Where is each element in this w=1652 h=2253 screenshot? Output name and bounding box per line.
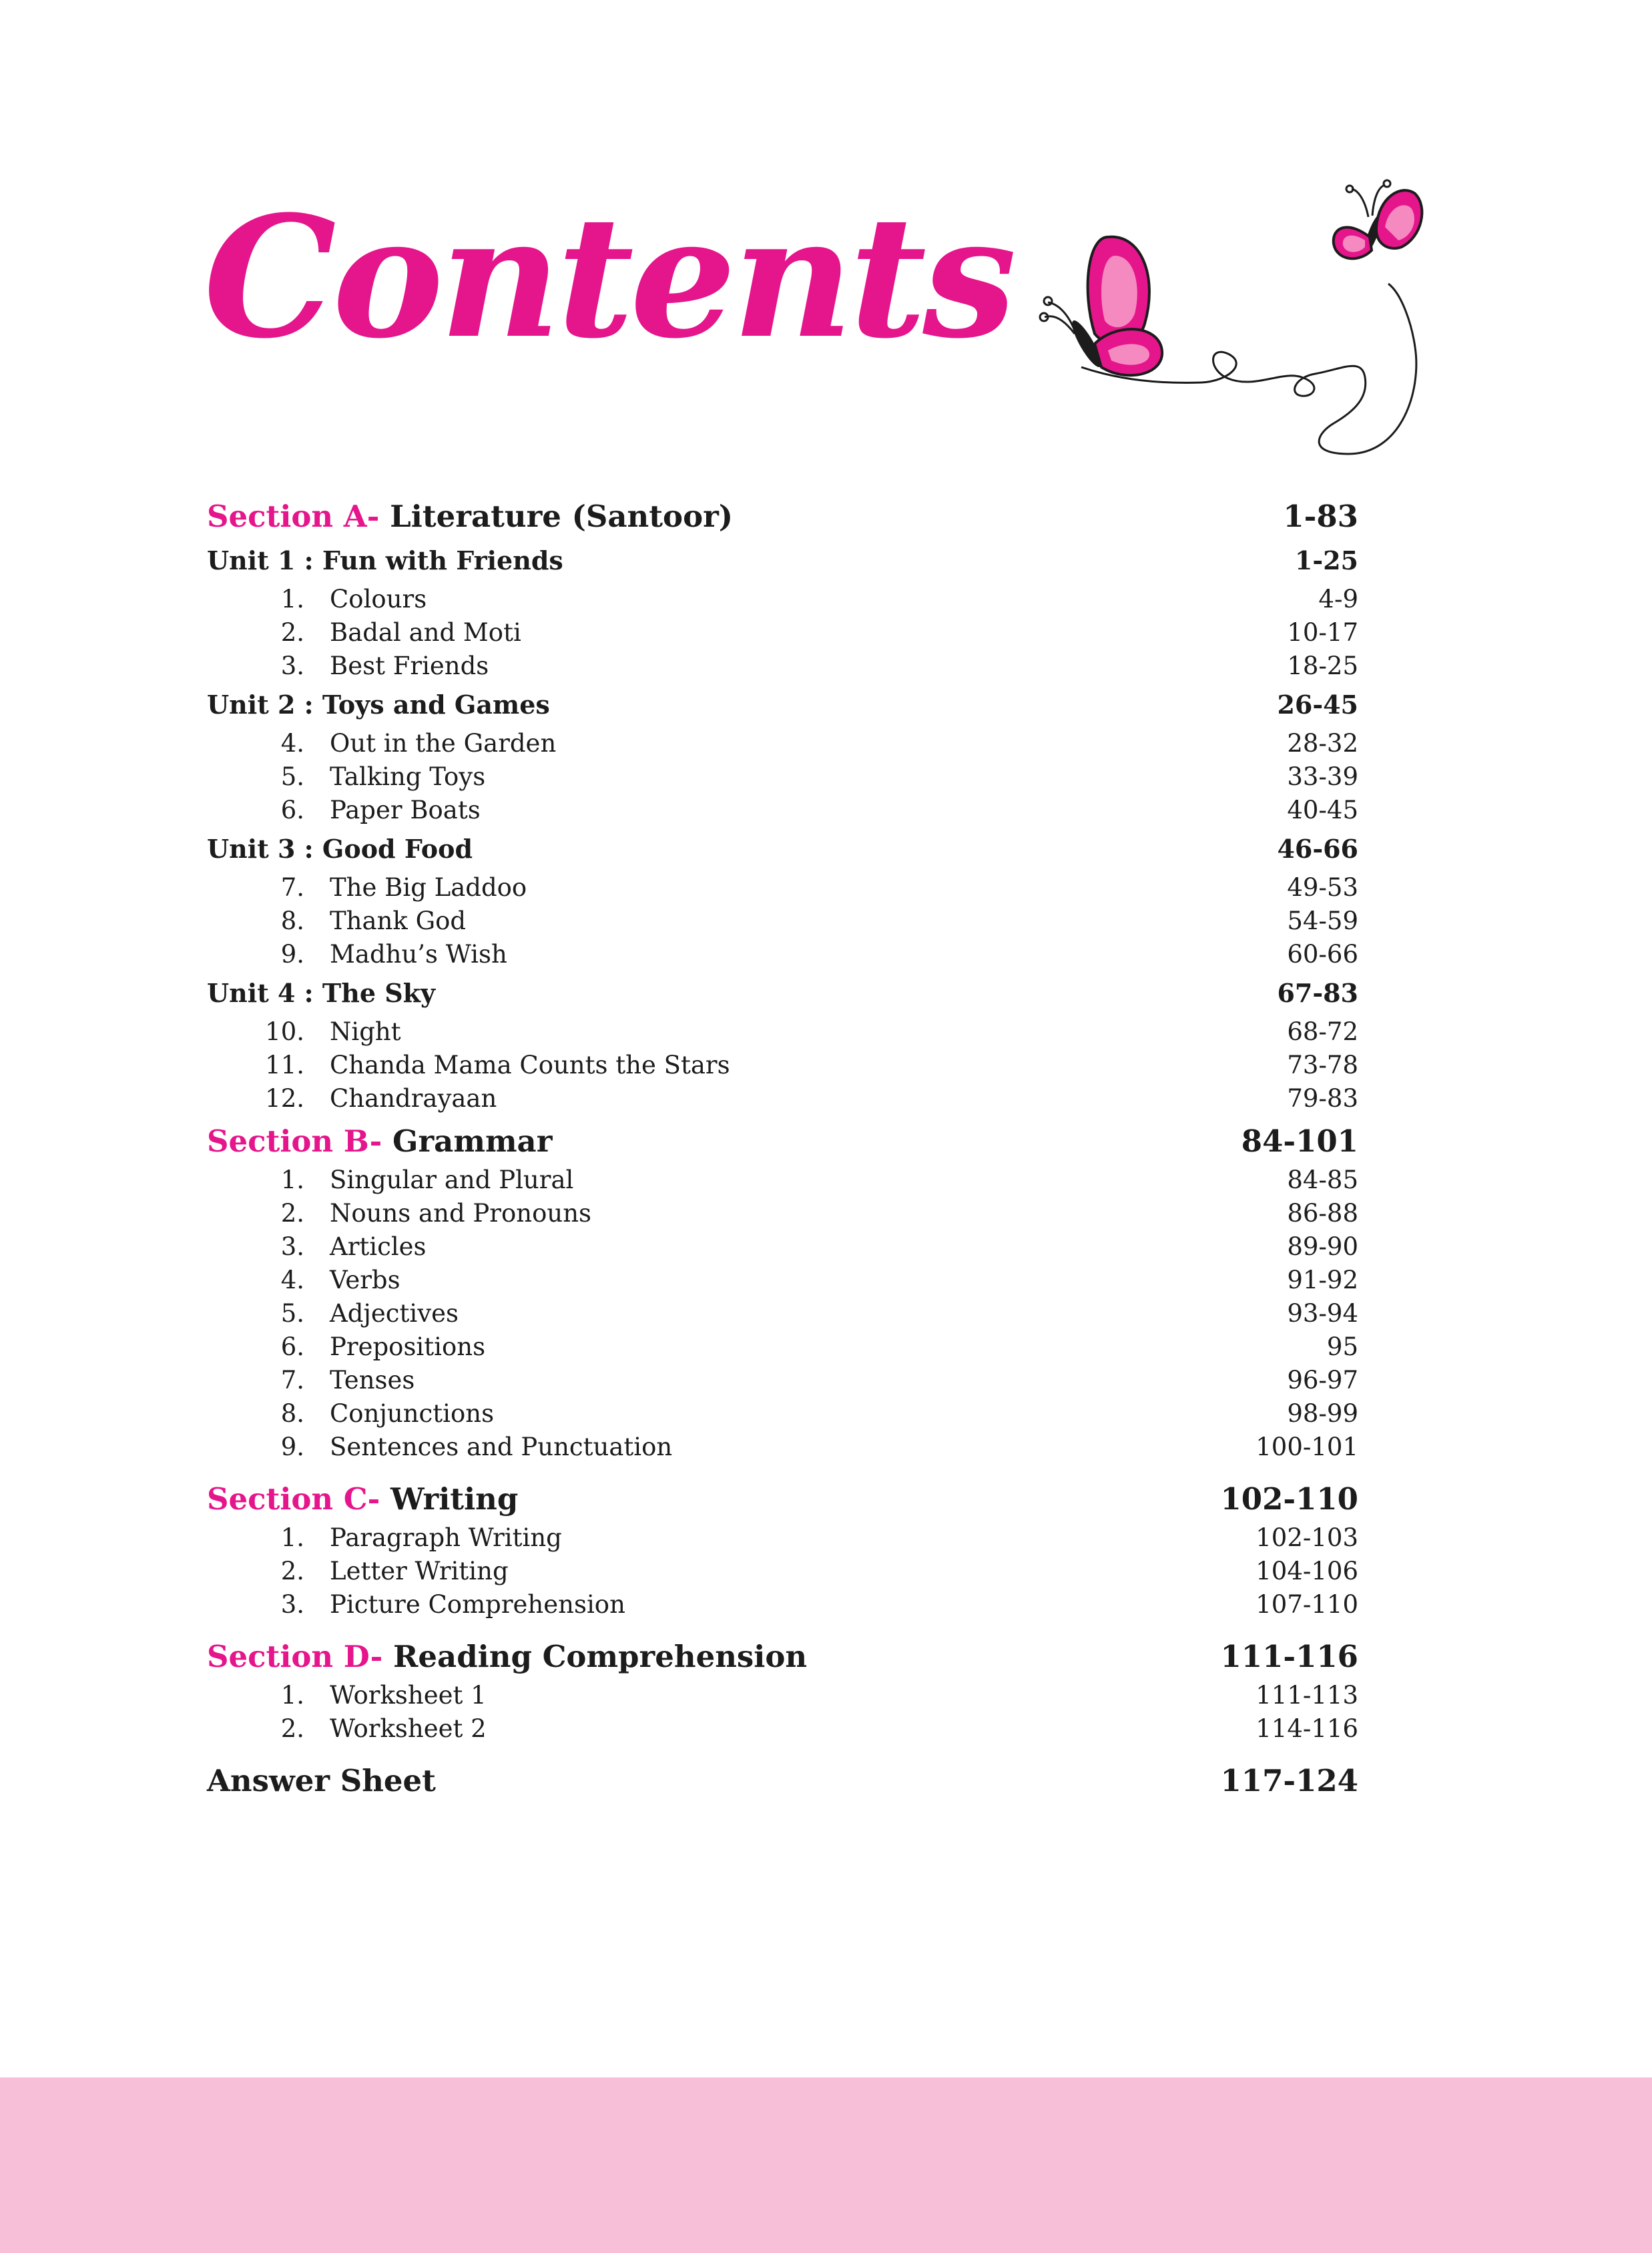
list-item[interactable] xyxy=(207,1197,1358,1230)
item-pages: 91-92 xyxy=(1287,1266,1358,1294)
section-name: Grammar xyxy=(392,1123,553,1159)
item-pages: 18-25 xyxy=(1287,652,1358,680)
item-number: 3. xyxy=(280,1590,304,1619)
answer-sheet-pages: 117-124 xyxy=(1220,1763,1358,1798)
list-item[interactable] xyxy=(207,1364,1358,1397)
item-pages: 10-17 xyxy=(1287,618,1358,647)
answer-sheet-heading[interactable] xyxy=(207,1759,1358,1803)
item-title: Thank God xyxy=(330,907,467,935)
item-pages: 98-99 xyxy=(1287,1399,1358,1428)
item-number: 4. xyxy=(280,1266,304,1294)
section-pages: 111-116 xyxy=(1220,1639,1358,1674)
section-prefix: Section B- xyxy=(207,1123,382,1159)
item-pages: 68-72 xyxy=(1287,1017,1358,1046)
list-item[interactable] xyxy=(207,1015,1358,1049)
footer-band xyxy=(0,2077,1652,2253)
item-pages: 33-39 xyxy=(1287,762,1358,791)
list-item[interactable] xyxy=(207,650,1358,683)
item-number: 6. xyxy=(280,1332,304,1361)
section-pages: 102-110 xyxy=(1220,1481,1358,1517)
item-title: Out in the Garden xyxy=(330,729,557,758)
list-item[interactable] xyxy=(207,1521,1358,1555)
item-pages: 28-32 xyxy=(1287,729,1358,758)
item-number: 9. xyxy=(280,940,304,969)
unit-pages: 26-45 xyxy=(1277,690,1358,720)
item-title: Picture Comprehension xyxy=(330,1590,625,1619)
list-item[interactable] xyxy=(207,871,1358,905)
item-number: 1. xyxy=(280,585,304,613)
item-pages: 102-103 xyxy=(1256,1523,1358,1552)
butterflies-icon xyxy=(1028,170,1442,467)
item-number: 1. xyxy=(280,1681,304,1710)
item-number: 2. xyxy=(280,618,304,647)
item-title: Adjectives xyxy=(330,1299,459,1328)
item-pages: 104-106 xyxy=(1256,1557,1358,1585)
section-heading-b[interactable] xyxy=(207,1119,1358,1164)
item-number: 8. xyxy=(280,1399,304,1428)
section-name: Literature (Santoor) xyxy=(390,499,734,534)
list-item[interactable] xyxy=(207,1164,1358,1197)
list-item[interactable] xyxy=(207,616,1358,650)
item-title: Worksheet 1 xyxy=(330,1681,487,1710)
small-butterfly-icon xyxy=(1334,180,1422,258)
list-item[interactable] xyxy=(207,1297,1358,1330)
unit-heading-3[interactable] xyxy=(207,827,1358,871)
item-title: Singular and Plural xyxy=(330,1166,574,1194)
item-pages: 95 xyxy=(1326,1332,1358,1361)
section-name: Reading Comprehension xyxy=(393,1639,808,1674)
item-number: 2. xyxy=(280,1714,304,1743)
unit-label: Unit 3 : Good Food xyxy=(207,834,473,864)
item-title: Paper Boats xyxy=(330,796,481,824)
list-item[interactable] xyxy=(207,1555,1358,1588)
item-number: 8. xyxy=(280,907,304,935)
section-prefix: Section D- xyxy=(207,1639,383,1674)
unit-pages: 46-66 xyxy=(1277,834,1358,864)
item-number: 10. xyxy=(265,1017,304,1046)
table-of-contents xyxy=(207,491,1358,1803)
item-pages: 86-88 xyxy=(1287,1199,1358,1228)
item-number: 11. xyxy=(265,1051,304,1079)
item-pages: 114-116 xyxy=(1256,1714,1358,1743)
list-item[interactable] xyxy=(207,1264,1358,1297)
list-item[interactable] xyxy=(207,1588,1358,1621)
item-title: Verbs xyxy=(330,1266,400,1294)
item-title: Worksheet 2 xyxy=(330,1714,487,1743)
item-pages: 49-53 xyxy=(1287,873,1358,902)
section-heading-a[interactable] xyxy=(207,495,1358,539)
item-pages: 100-101 xyxy=(1256,1433,1358,1461)
list-item[interactable] xyxy=(207,583,1358,616)
item-number: 5. xyxy=(280,1299,304,1328)
item-number: 5. xyxy=(280,762,304,791)
list-item[interactable] xyxy=(207,1397,1358,1431)
item-pages: 111-113 xyxy=(1256,1681,1358,1710)
item-title: Tenses xyxy=(330,1366,415,1395)
unit-pages: 1-25 xyxy=(1294,545,1358,575)
item-number: 2. xyxy=(280,1199,304,1228)
item-title: Conjunctions xyxy=(330,1399,495,1428)
unit-heading-4[interactable] xyxy=(207,971,1358,1015)
list-item[interactable] xyxy=(207,1431,1358,1464)
item-number: 6. xyxy=(280,796,304,824)
item-pages: 54-59 xyxy=(1287,907,1358,935)
page-title: Contents xyxy=(204,179,1013,375)
list-item[interactable] xyxy=(207,905,1358,938)
list-item[interactable] xyxy=(207,1230,1358,1264)
item-number: 12. xyxy=(265,1084,304,1113)
item-pages: 60-66 xyxy=(1287,940,1358,969)
item-title: Nouns and Pronouns xyxy=(330,1199,592,1228)
item-title: Sentences and Punctuation xyxy=(330,1433,673,1461)
item-number: 3. xyxy=(280,1232,304,1261)
list-item[interactable] xyxy=(207,1679,1358,1712)
item-number: 2. xyxy=(280,1557,304,1585)
section-heading-c[interactable] xyxy=(207,1477,1358,1521)
answer-sheet-label: Answer Sheet xyxy=(207,1763,436,1798)
item-number: 1. xyxy=(280,1166,304,1194)
list-item[interactable] xyxy=(207,760,1358,794)
section-prefix: Section C- xyxy=(207,1481,380,1517)
item-pages: 93-94 xyxy=(1287,1299,1358,1328)
item-title: The Big Laddoo xyxy=(330,873,527,902)
item-title: Paragraph Writing xyxy=(330,1523,562,1552)
item-pages: 73-78 xyxy=(1287,1051,1358,1079)
unit-label: Unit 2 : Toys and Games xyxy=(207,690,550,720)
item-title: Articles xyxy=(330,1232,427,1261)
item-number: 9. xyxy=(280,1433,304,1461)
item-number: 1. xyxy=(280,1523,304,1552)
item-title: Chanda Mama Counts the Stars xyxy=(330,1051,730,1079)
section-name: Writing xyxy=(390,1481,519,1517)
item-title: Letter Writing xyxy=(330,1557,509,1585)
list-item[interactable] xyxy=(207,938,1358,971)
item-title: Badal and Moti xyxy=(330,618,521,647)
item-pages: 107-110 xyxy=(1256,1590,1358,1619)
unit-heading-1[interactable] xyxy=(207,539,1358,583)
large-butterfly-icon xyxy=(1040,237,1162,375)
section-pages: 1-83 xyxy=(1283,499,1358,534)
item-title: Chandrayaan xyxy=(330,1084,497,1113)
item-pages: 79-83 xyxy=(1287,1084,1358,1113)
item-pages: 89-90 xyxy=(1287,1232,1358,1261)
item-pages: 4-9 xyxy=(1318,585,1358,613)
item-title: Prepositions xyxy=(330,1332,486,1361)
item-pages: 84-85 xyxy=(1287,1166,1358,1194)
item-title: Madhu’s Wish xyxy=(330,940,507,969)
list-item[interactable] xyxy=(207,1330,1358,1364)
section-pages: 84-101 xyxy=(1241,1123,1358,1159)
item-title: Colours xyxy=(330,585,427,613)
section-prefix: Section A- xyxy=(207,499,380,534)
list-item[interactable] xyxy=(207,1049,1358,1082)
item-title: Best Friends xyxy=(330,652,489,680)
section-heading-d[interactable] xyxy=(207,1635,1358,1679)
unit-heading-2[interactable] xyxy=(207,683,1358,727)
item-number: 3. xyxy=(280,652,304,680)
unit-label: Unit 1 : Fun with Friends xyxy=(207,545,563,575)
item-pages: 40-45 xyxy=(1287,796,1358,824)
item-number: 7. xyxy=(280,1366,304,1395)
item-number: 7. xyxy=(280,873,304,902)
item-title: Night xyxy=(330,1017,401,1046)
unit-label: Unit 4 : The Sky xyxy=(207,978,436,1008)
list-item[interactable] xyxy=(207,1082,1358,1115)
item-number: 4. xyxy=(280,729,304,758)
item-title: Talking Toys xyxy=(330,762,486,791)
list-item[interactable] xyxy=(207,794,1358,827)
list-item[interactable] xyxy=(207,1712,1358,1746)
list-item[interactable] xyxy=(207,727,1358,760)
unit-pages: 67-83 xyxy=(1277,978,1358,1008)
item-pages: 96-97 xyxy=(1287,1366,1358,1395)
